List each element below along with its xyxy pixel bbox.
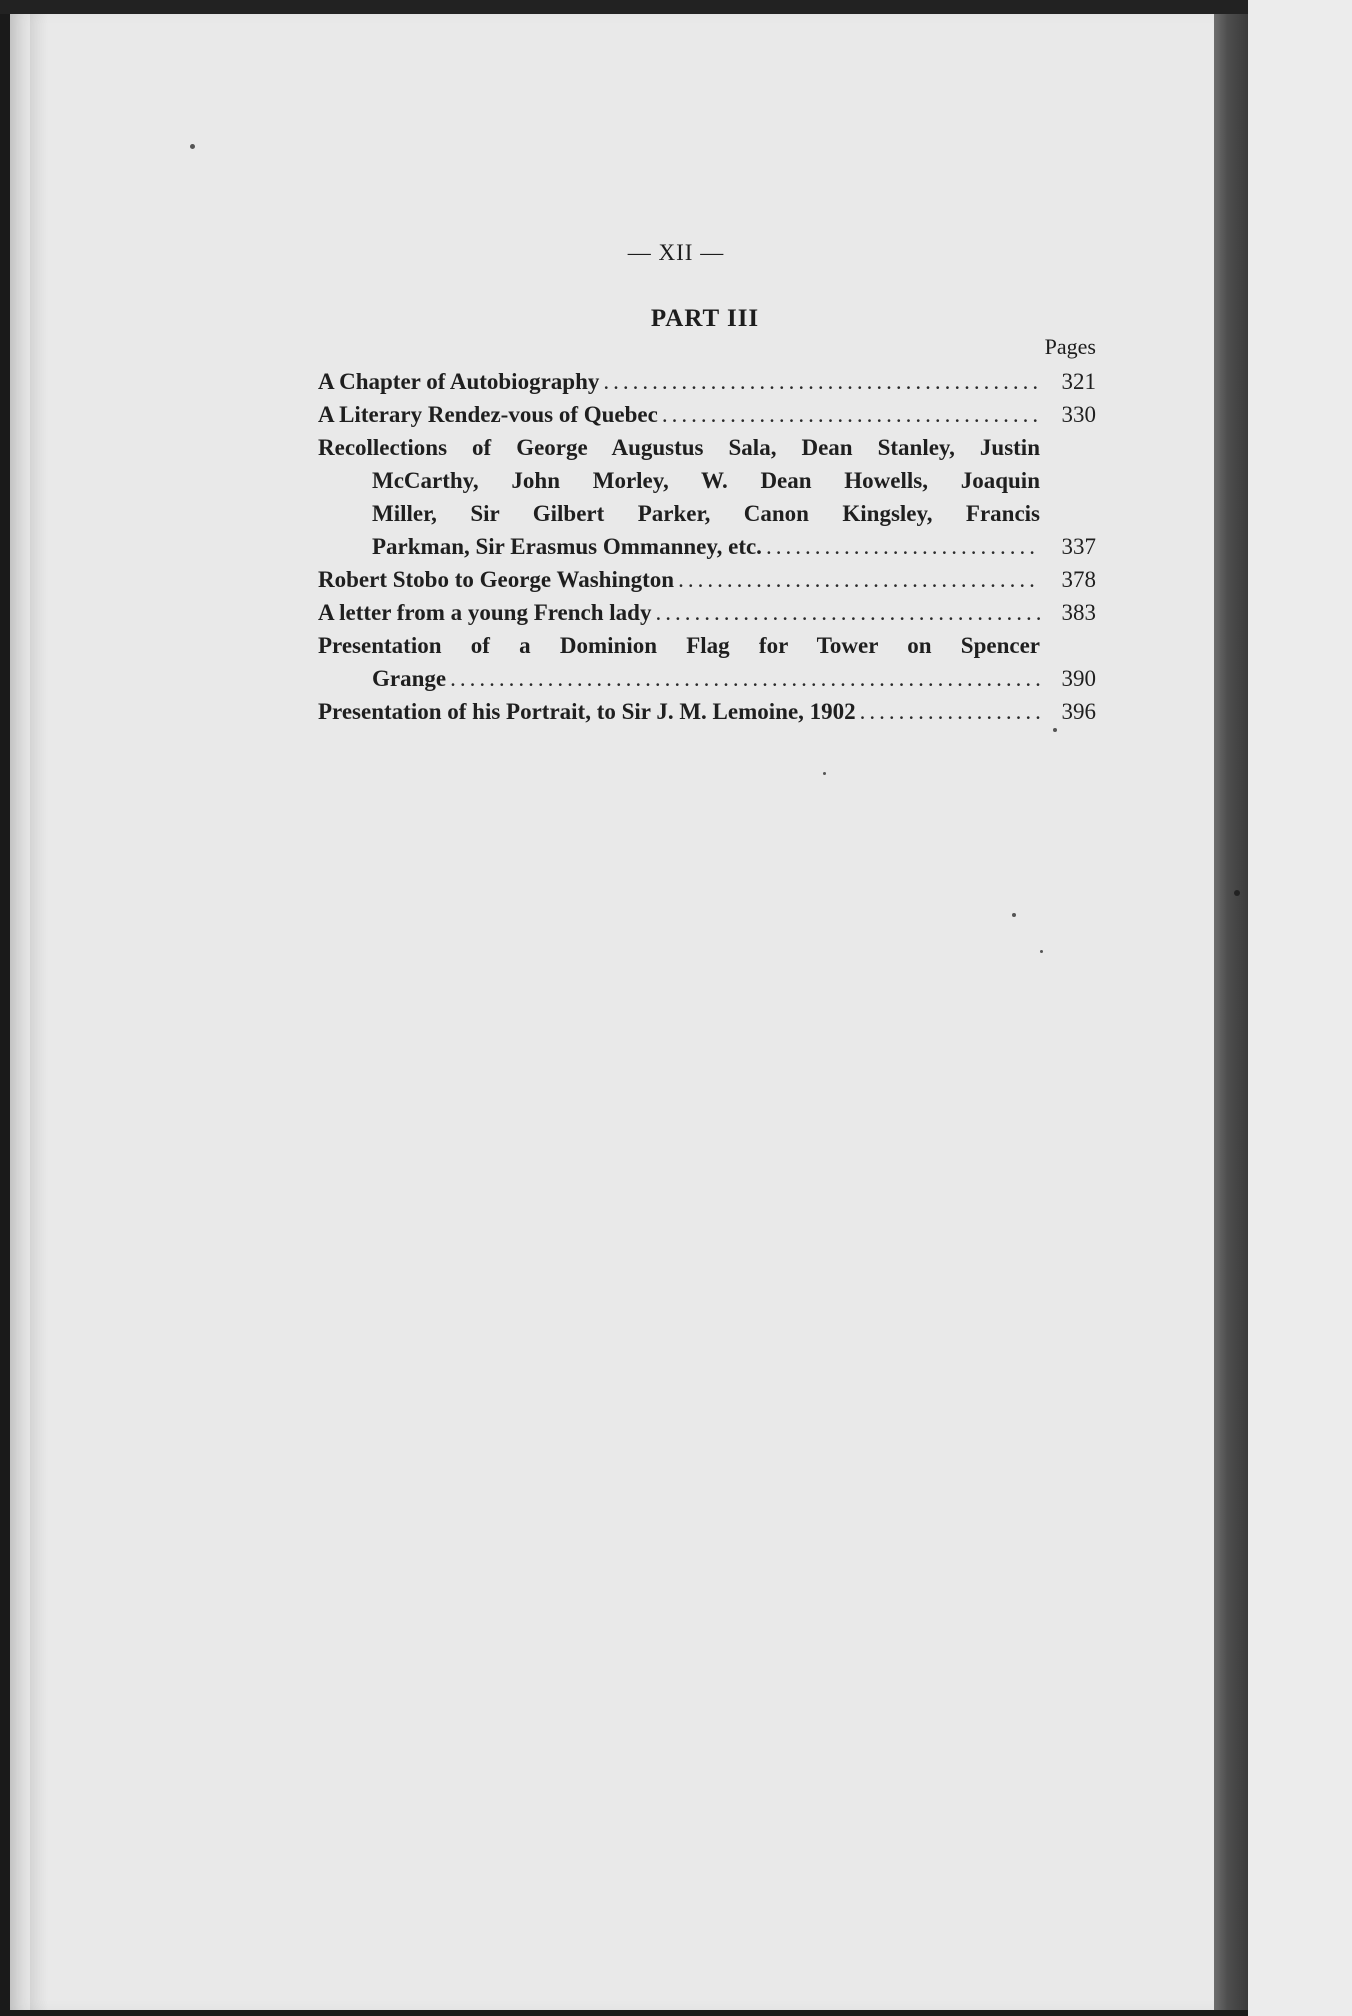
dot-leader (603, 365, 1040, 398)
toc-entry-title: Recollections of George Augustus Sala, Dean Stanley, Justin (318, 435, 1040, 460)
toc-entry-title: A letter from a young French lady (318, 600, 652, 625)
toc-entry-line (318, 629, 1096, 662)
dot-leader (655, 596, 1040, 629)
dot-leader (662, 398, 1040, 431)
dot-leader (766, 530, 1040, 563)
toc-entry-title-continued: Parkman, Sir Erasmus Ommanney, etc. (372, 534, 762, 559)
toc-entry-line (318, 431, 1096, 464)
toc-entry (318, 695, 1096, 728)
toc-entry-title: A Literary Rendez-vous of Quebec (318, 402, 658, 427)
scan-top-border (0, 0, 1352, 14)
scan-speck (1234, 890, 1240, 896)
toc-entry (318, 563, 1096, 596)
toc-entry-line (318, 497, 1096, 530)
dot-leader (860, 695, 1040, 728)
toc-entry (318, 530, 1096, 563)
scan-speck (190, 144, 195, 149)
toc-entry (318, 398, 1096, 431)
toc-page-number: 396 (1061, 699, 1096, 724)
dot-leader (450, 662, 1040, 695)
adjacent-page-sliver (1248, 0, 1352, 2016)
toc-entry-title-continued: McCarthy, John Morley, W. Dean Howells, Joaquin (372, 468, 1040, 493)
toc-entry-title: Presentation of a Dominion Flag for Tower on Spencer (318, 633, 1040, 658)
toc-page-number: 337 (1061, 534, 1096, 559)
toc-page-number: 383 (1061, 600, 1096, 625)
scan-speck (1040, 950, 1043, 953)
toc-page-number: 321 (1061, 369, 1096, 394)
table-of-contents (318, 365, 1096, 728)
scan-speck (1053, 728, 1057, 732)
running-head: — XII — (627, 240, 725, 265)
toc-entry-title-continued: Miller, Sir Gilbert Parker, Canon Kingsley, Francis (372, 501, 1040, 526)
scan-speck (823, 772, 826, 775)
dot-leader (678, 563, 1040, 596)
toc-entry-line (318, 464, 1096, 497)
toc-entry-title: A Chapter of Autobiography (318, 369, 600, 394)
toc-page-number: 330 (1061, 402, 1096, 427)
toc-entry (318, 596, 1096, 629)
toc-entry (318, 365, 1096, 398)
toc-page-number: 378 (1061, 567, 1096, 592)
toc-entry-title: Presentation of his Portrait, to Sir J. M. Lemoine, 1902 (318, 699, 856, 724)
toc-entry-title: Robert Stobo to George Washington (318, 567, 675, 592)
scan-speck (1012, 913, 1016, 917)
toc-page-number: 390 (1061, 666, 1096, 691)
pages-column-heading: Pages (1044, 334, 1096, 359)
part-title: PART III (650, 305, 760, 332)
toc-entry-title-continued: Grange (372, 666, 447, 691)
toc-entry (318, 662, 1096, 695)
